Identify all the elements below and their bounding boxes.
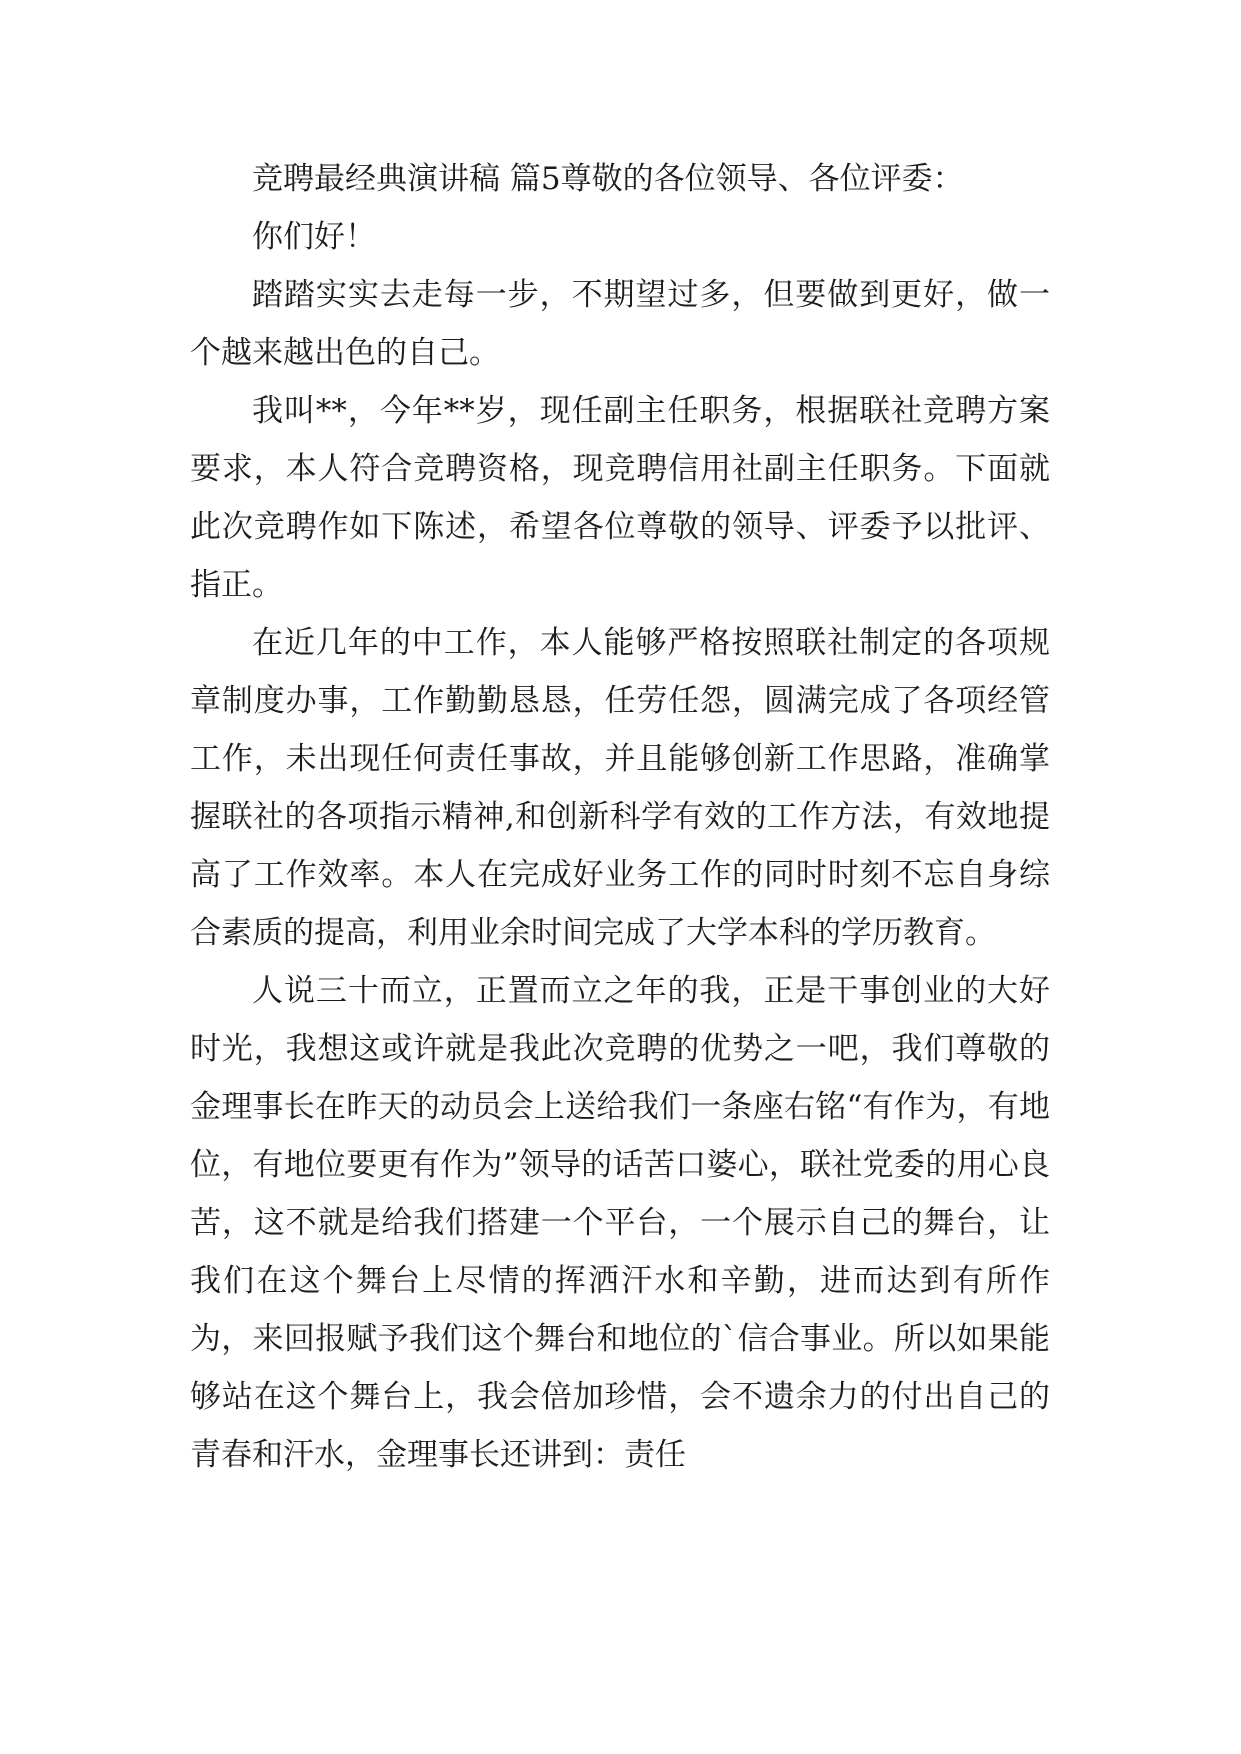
paragraph-heading: 竞聘最经典演讲稿 篇5尊敬的各位领导、各位评委： [252, 161, 964, 197]
paragraph-introduction: 我叫**，今年**岁，现任副主任职务，根据联社竞聘方案要求，本人符合竞聘资格，现竞聘信用社副主任职务。下面就此次竞聘作如下陈述，希望各位尊敬的领导、评委予以批评、指正。 [190, 393, 1050, 603]
paragraph-work-record: 在近几年的中工作，本人能够严格按照联社制定的各项规章制度办事，工作勤勤恳恳，任劳任怨，圆满完成了各项经管工作，未出现任何责任事故，并且能够创新工作思路，准确掌握联社的各项指示精神,和创新科学有效的工作方法，有效地提高了工作效率。本人在完成好业务工作的同时时刻不忘自身综合素质的提高，利用业余时间完成了大学本科的学历教育。 [190, 625, 1050, 951]
paragraph-advantages: 人说三十而立，正置而立之年的我，正是干事创业的大好时光，我想这或许就是我此次竞聘的优势之一吧，我们尊敬的金理事长在昨天的动员会上送给我们一条座右铭“有作为，有地位，有地位要更有作为”领导的话苦口婆心，联社党委的用心良苦，这不就是给我们搭建一个平台，一个展示自己的舞台，让我们在这个舞台上尽情的挥洒汗水和辛勤，进而达到有所作为，来回报赋予我们这个舞台和地位的`信合事业。所以如果能够站在这个舞台上，我会倍加珍惜，会不遗余力的付出自己的青春和汗水，金理事长还讲到：责任 [190, 973, 1050, 1473]
document-body [190, 150, 1050, 1484]
paragraph-greeting: 你们好！ [252, 219, 376, 255]
paragraph-motto: 踏踏实实去走每一步，不期望过多，但要做到更好，做一个越来越出色的自己。 [190, 277, 1050, 371]
